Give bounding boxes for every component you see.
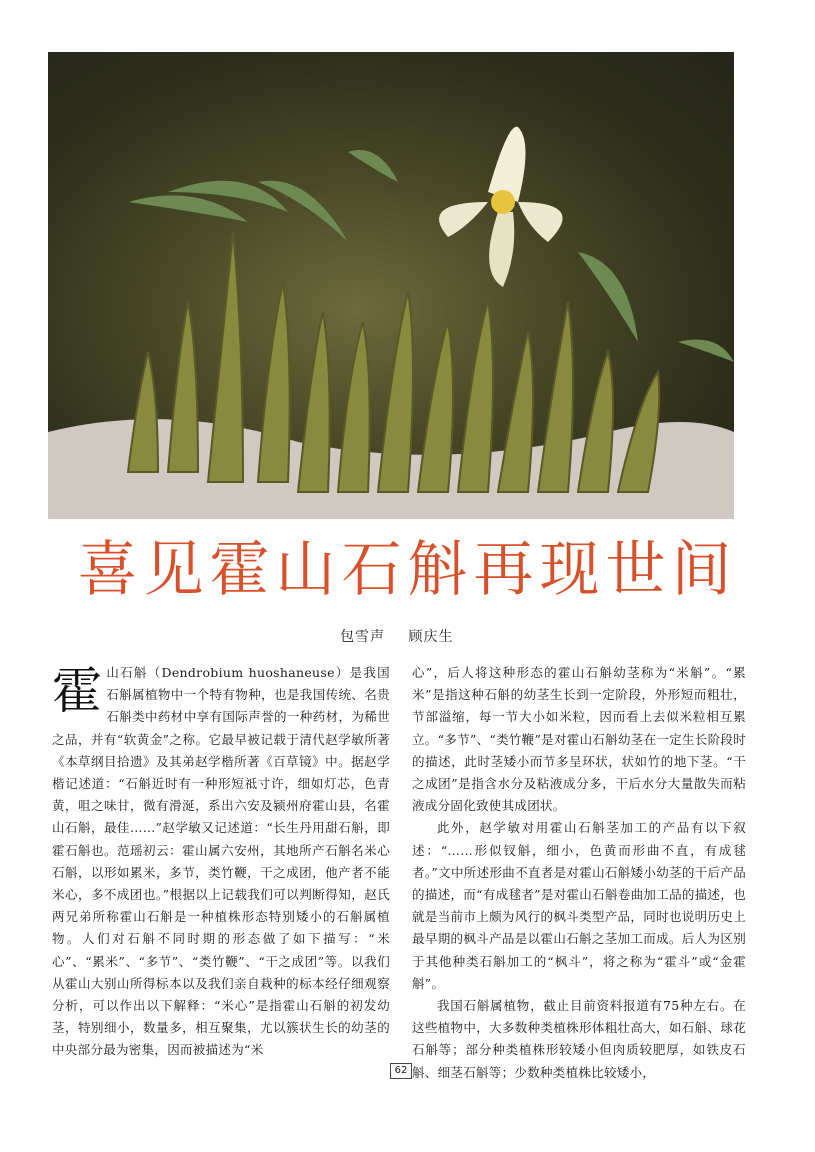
leaves	[128, 150, 734, 362]
author-2: 顾庆生	[408, 629, 454, 645]
page-number: 62	[390, 1063, 412, 1079]
body-column-left	[52, 662, 390, 1062]
orchid-illustration	[48, 52, 734, 519]
article-title: 喜见霍山石斛再现世间	[77, 535, 738, 605]
authors	[340, 626, 471, 646]
drop-cap: 霍	[52, 662, 103, 720]
paragraph: 此外，赵学敏对用霍山石斛茎加工的产品有以下叙述：“……形似钗斛，细小，色黄而形曲不直，有成毬者。”文中所述形曲不直者是对霍山石斛矮小幼茎的干后产品的描述，而“有成毬者”是对霍山石斛卷曲加工品的描述，也就是当前市上颇为风行的枫斗类型产品，同时也说明历史上最早期的枫斗产品是以霍山石斛之茎加工而成。后人为区别于其他种类石斛加工的“枫斗”，将之称为“霍斗”或“金霍斛”。	[412, 820, 746, 991]
paragraph: 山石斛（Dendrobium huoshaneuse）是我国石斛属植物中一个特有物种，也是我国传统、名贵石斛类中药材中享有国际声誉的一种药材，为稀世之品，并有“软黄金”之称。它最早被记载于清代赵学敏所著《本草纲目拾遗》及其弟赵学楷所著《百草镜》中。据赵学楷记述道：“石斛近时有一种形短祗寸许，细如灯芯，色青黄，咀之味甘，微有滑涎，系出六安及颍州府霍山县，名霍山石斛，最佳……”赵学敏又记述道：“长生丹用甜石斛，即霍石斛也。范瑶初云：霍山属六安州，其地所产石斛名米心石斛，以形如累米，多节，类竹鞭，干之成团，他产者不能米心，多不成团也。”根据以上记载我们可以判断得知，赵氏两兄弟所称霍山石斛是一种植株形态特别矮小的石斛属植物。人们对石斛不同时期的形态做了如下描写：“米心”、“累米”、“多节”、“类竹鞭”、“干之成团”等。以我们从霍山大别山所得标本以及我们亲自栽种的标本经仔细观察分析，可以作出以下解释：“米心”是指霍山石斛的初发幼茎，特别细小，数量多，相互聚集，尤以簇状生长的幼茎的中央部分最为密集，因而被描述为“米	[52, 665, 390, 1058]
flower	[439, 127, 563, 287]
author-1: 包雪声	[340, 629, 385, 645]
paragraph: 我国石斛属植物，截止目前资料报道有75种左右。在这些植物中，大多数种类植株形体粗壮高大，如石斛、球花石斛等；部分种类植株形较矮小但肉质较肥厚，如铁皮石斛、细茎石斛等；少数种类植株比较矮小，	[412, 998, 746, 1080]
body-column-right	[412, 662, 746, 1084]
orchid-photo	[48, 52, 734, 519]
paragraph: 心”，后人将这种形态的霍山石斛幼茎称为“米斛”。“累米”是指这种石斛的幼茎生长到一定阶段，外形短而粗壮，节部溢缩，每一节大小如米粒，因而看上去似米粒相互累立。“多节”、“类竹鞭”是对霍山石斛幼茎在一定生长阶段时的描述，此时茎矮小而节多呈环状，状如竹的地下茎。“干之成团”是指含水分及粘液成分多，干后水分大量散失而粘液成分固化致使其成团状。	[412, 665, 746, 814]
